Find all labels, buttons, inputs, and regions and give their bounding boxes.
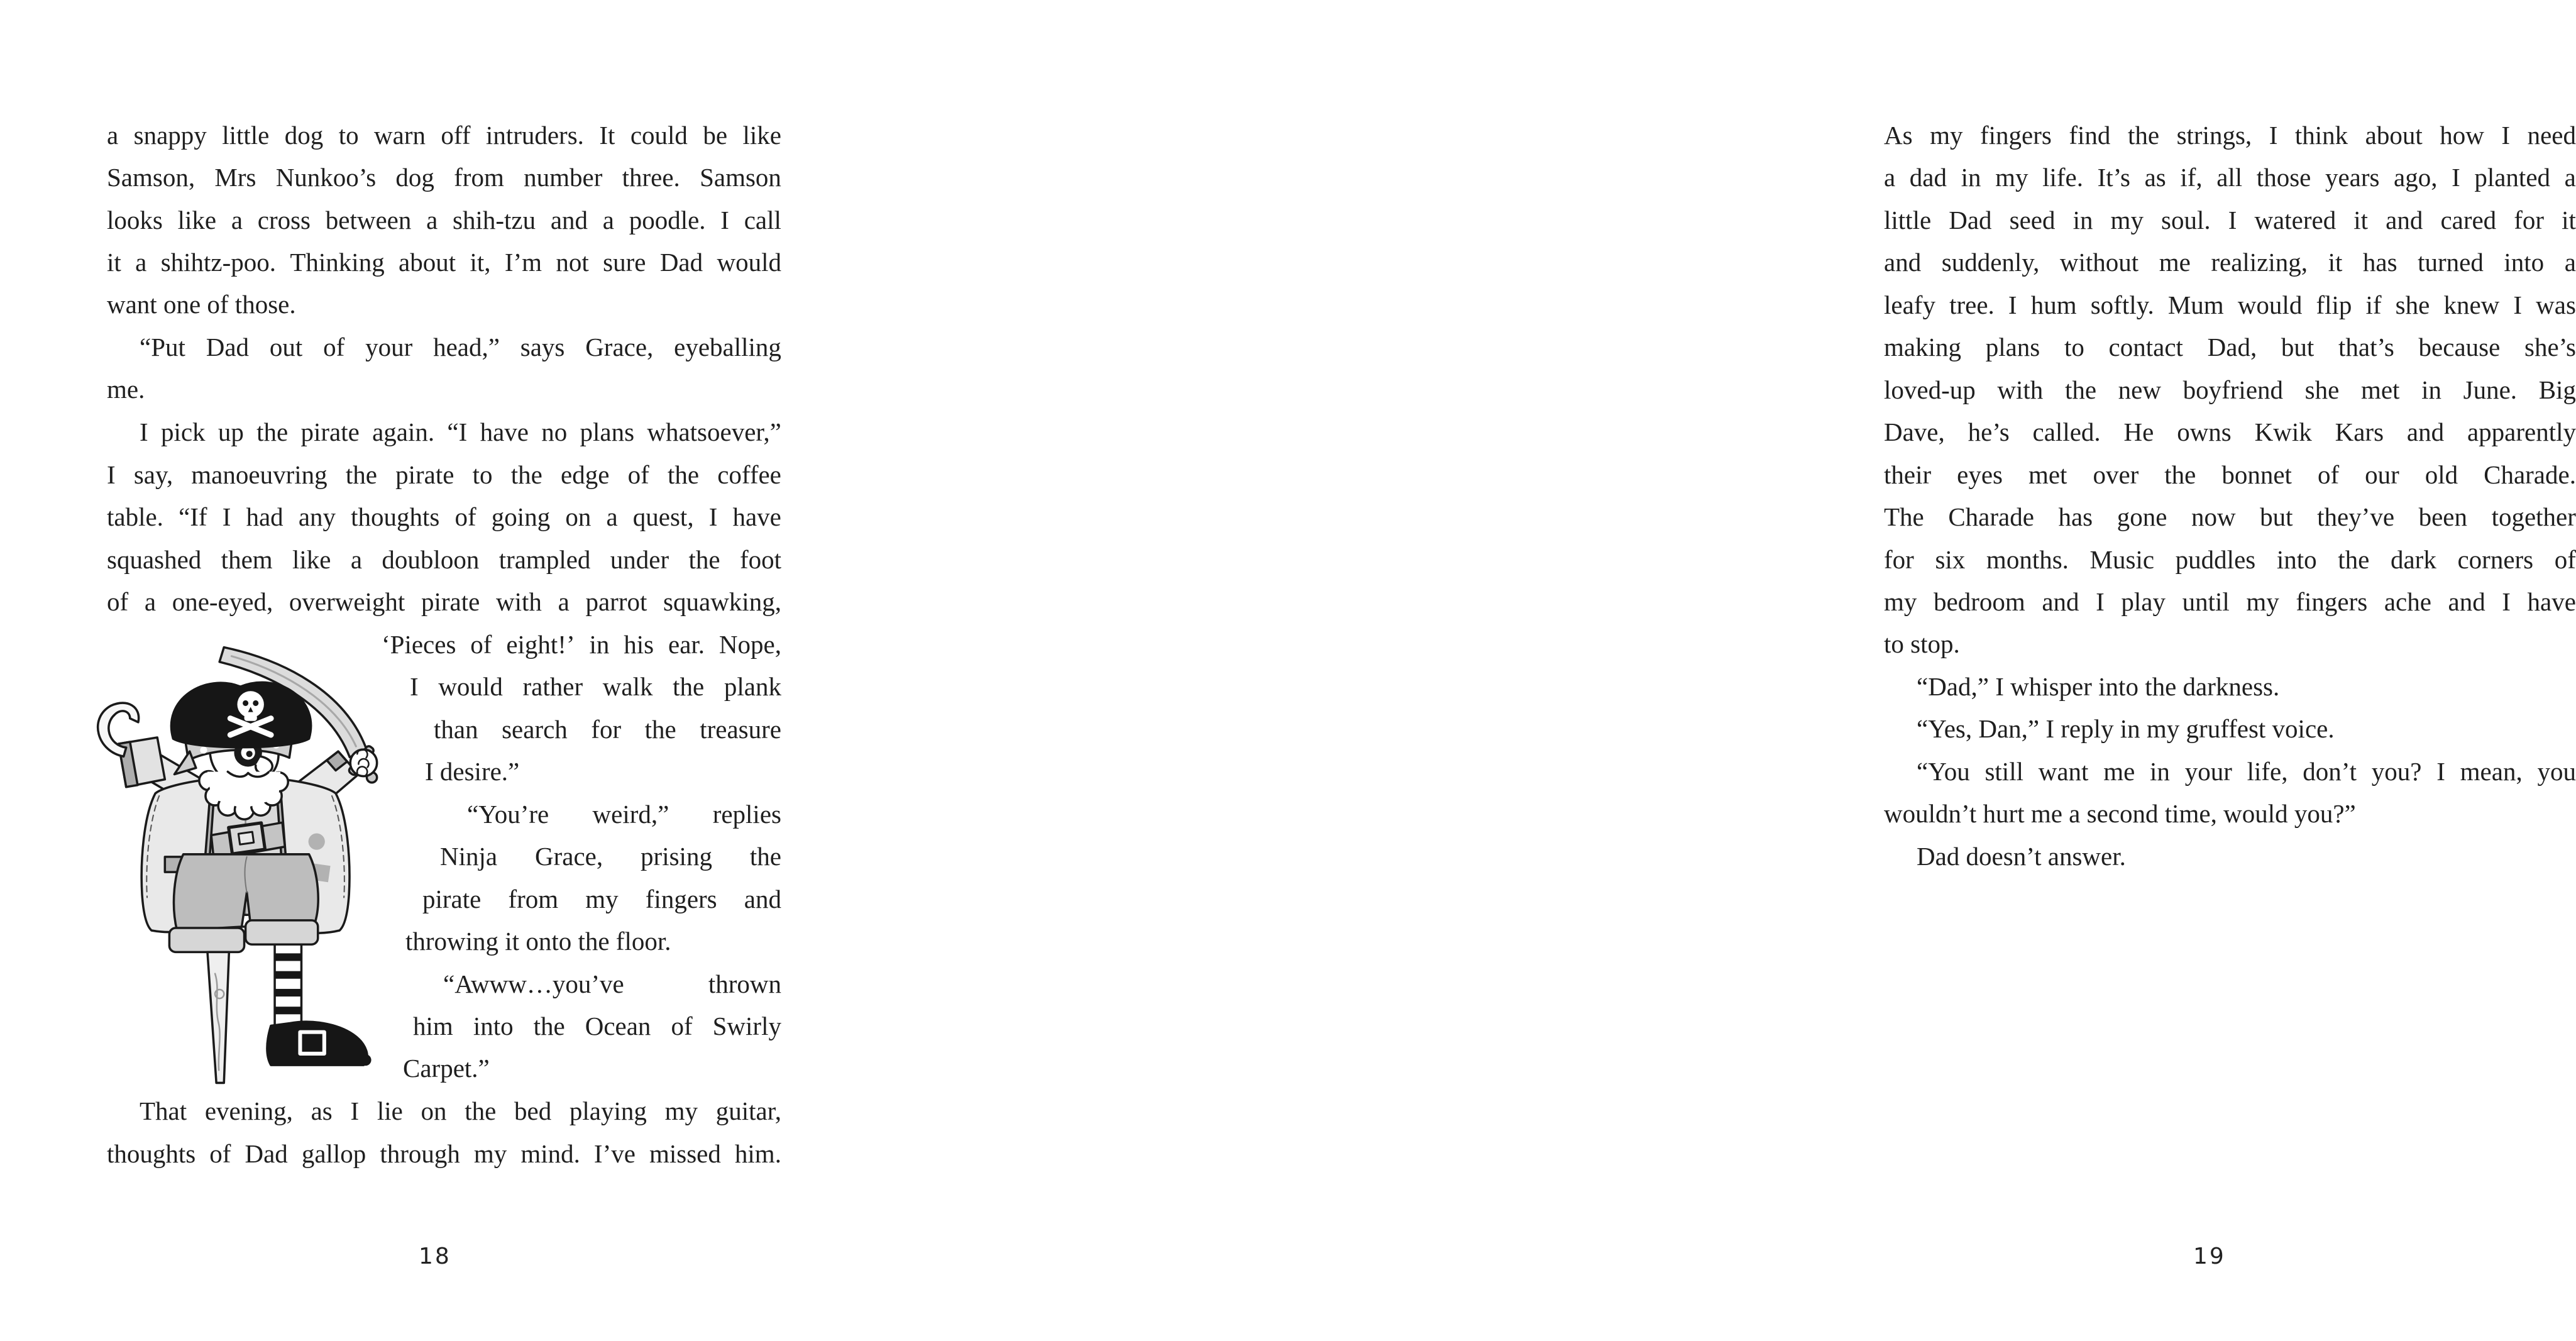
text-line: I pick up the pirate again. “I have no plans whatsoever,” bbox=[140, 417, 781, 447]
text-line: squashed them like a doubloon trampled under the foot bbox=[107, 544, 781, 574]
text-line: my bedroom and I play until my fingers ache and I have bbox=[1884, 587, 2576, 617]
text-line: want one of those. bbox=[107, 290, 296, 319]
text-line: for six months. Music puddles into the dark corners of bbox=[1884, 544, 2576, 574]
text-line: Dave, he’s called. He owns Kwik Kars and apparently bbox=[1884, 417, 2576, 447]
left-page-number: 18 bbox=[419, 1244, 451, 1269]
right-page-text bbox=[1884, 114, 2576, 878]
text-line: Dad doesn’t answer. bbox=[1917, 841, 2126, 871]
text-line: throwing it onto the floor. bbox=[405, 926, 671, 956]
right-page-number: 19 bbox=[2193, 1244, 2226, 1269]
text-line: As my fingers find the strings, I think about how I need bbox=[1884, 120, 2576, 150]
text-line: I desire.” bbox=[425, 756, 520, 786]
skull-hat-icon bbox=[171, 682, 311, 747]
text-line: “Put Dad out of your head,” says Grace, eyeballing bbox=[140, 333, 781, 362]
text-line: loved-up with the new boyfriend she met in June. Big bbox=[1884, 375, 2576, 404]
pirate-peg-leg bbox=[207, 952, 229, 1083]
text-line: than search for the treasure bbox=[434, 714, 781, 744]
text-line: Ninja Grace, prising the bbox=[440, 842, 781, 871]
text-line: a dad in my life. It’s as if, all those years ago, I planted a bbox=[1884, 163, 2576, 192]
text-line: “Awww…you’ve thrown bbox=[443, 969, 781, 998]
text-line: “Yes, Dan,” I reply in my gruffest voice. bbox=[1917, 714, 2335, 743]
text-line: making plans to contact Dad, but that’s because she’s bbox=[1884, 333, 2576, 362]
text-line: leafy tree. I hum softly. Mum would flip if she knew I was bbox=[1884, 290, 2576, 319]
text-line: wouldn’t hurt me a second time, would you?” bbox=[1884, 799, 2356, 828]
text-line: a snappy little dog to warn off intruders. It could be like bbox=[107, 120, 781, 150]
pirate-illustration bbox=[80, 643, 398, 1089]
text-line: table. “If I had any thoughts of going on a quest, I have bbox=[107, 502, 781, 532]
text-line: of a one-eyed, overweight pirate with a parrot squawking, bbox=[107, 587, 781, 617]
text-line: looks like a cross between a shih-tzu and a poodle. I call bbox=[107, 205, 781, 235]
text-line: it a shihtz-poo. Thinking about it, I’m not sure Dad would bbox=[107, 248, 781, 277]
pirate-trousers bbox=[169, 854, 318, 952]
text-line: I would rather walk the plank bbox=[410, 672, 781, 702]
text-line: The Charade has gone now but they’ve been together bbox=[1884, 502, 2576, 532]
pirate-sock-and-shoe bbox=[267, 944, 372, 1066]
text-line: thoughts of Dad gallop through my mind. I’ve missed him. bbox=[107, 1139, 781, 1168]
text-line: That evening, as I lie on the bed playing my guitar, bbox=[140, 1096, 781, 1126]
text-line: Carpet.” bbox=[403, 1054, 490, 1083]
text-line: I say, manoeuvring the pirate to the edge of the coffee bbox=[107, 460, 781, 489]
text-line: Samson, Mrs Nunkoo’s dog from number three. Samson bbox=[107, 163, 781, 192]
text-line: pirate from my fingers and bbox=[422, 884, 781, 913]
text-line: me. bbox=[107, 375, 145, 404]
text-line: “Dad,” I whisper into the darkness. bbox=[1917, 671, 2280, 701]
text-line: him into the Ocean of Swirly bbox=[413, 1012, 781, 1041]
text-line: and suddenly, without me realizing, it has turned into a bbox=[1884, 248, 2576, 277]
text-line: their eyes met over the bonnet of our old Charade. bbox=[1884, 460, 2576, 489]
text-line: ‘Pieces of eight!’ in his ear. Nope, bbox=[382, 629, 781, 659]
text-line: “You’re weird,” replies bbox=[467, 799, 781, 829]
text-line: little Dad seed in my soul. I watered it and cared for it bbox=[1884, 205, 2576, 235]
text-line: to stop. bbox=[1884, 629, 1960, 658]
left-page bbox=[0, 0, 880, 1341]
text-line: “You still want me in your life, don’t you? I mean, you bbox=[1917, 757, 2576, 786]
right-page bbox=[880, 0, 2576, 1341]
